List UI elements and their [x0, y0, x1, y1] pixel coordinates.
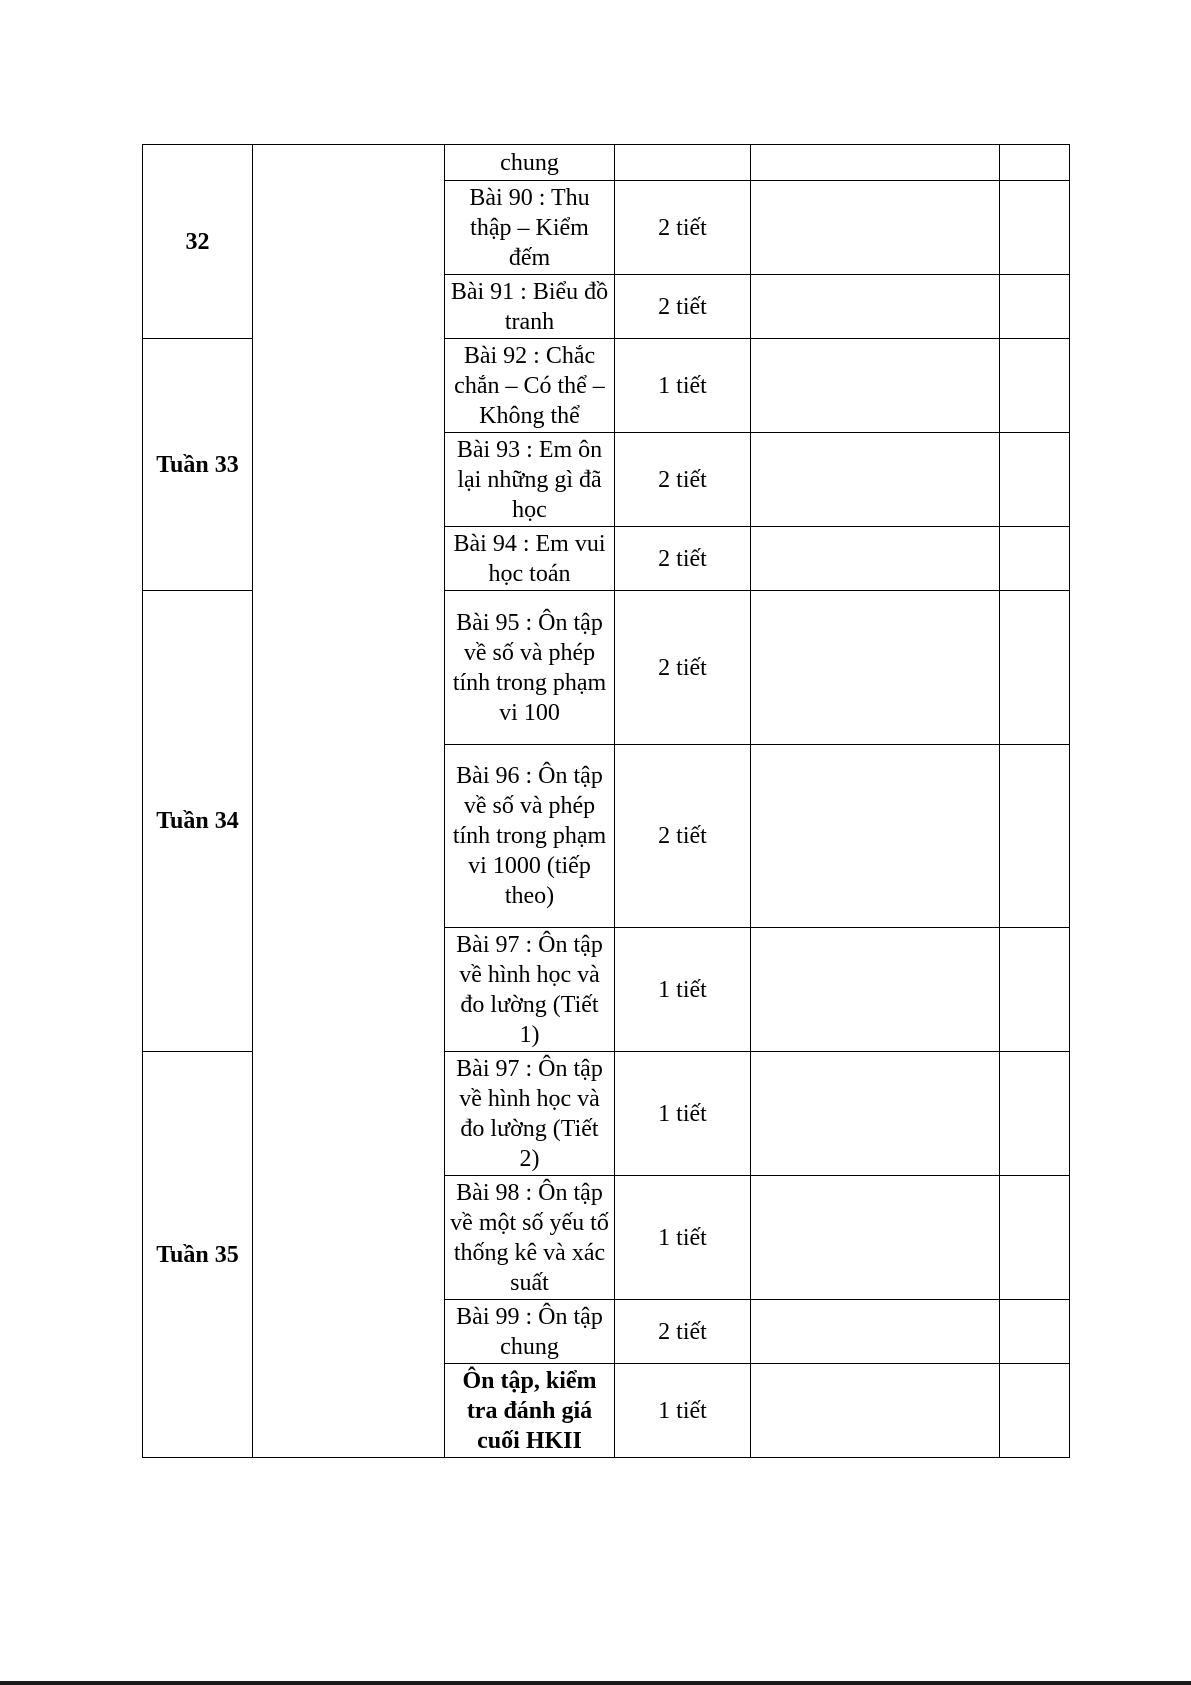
notes-cell [751, 339, 1000, 433]
notes-cell [751, 275, 1000, 339]
periods-cell [615, 145, 751, 181]
notes-cell [751, 591, 1000, 745]
topic-cell [253, 145, 445, 1458]
periods-cell: 2 tiết [615, 591, 751, 745]
lesson-cell: Bài 97 : Ôn tập về hình học và đo lường (Tiết 2) [445, 1052, 615, 1176]
periods-cell: 1 tiết [615, 928, 751, 1052]
notes-cell [751, 928, 1000, 1052]
lesson-cell: Bài 91 : Biểu đồ tranh [445, 275, 615, 339]
week-cell: Tuần 33 [143, 339, 253, 591]
table-row [143, 145, 1070, 181]
periods-cell: 2 tiết [615, 1300, 751, 1364]
periods-cell: 2 tiết [615, 745, 751, 928]
lesson-cell: Bài 98 : Ôn tập về một số yếu tố thống kê và xác suất [445, 1176, 615, 1300]
periods-cell: 2 tiết [615, 527, 751, 591]
periods-cell: 1 tiết [615, 339, 751, 433]
extra-cell [1000, 145, 1070, 181]
periods-cell: 1 tiết [615, 1364, 751, 1458]
lesson-cell: chung [445, 145, 615, 181]
periods-cell: 2 tiết [615, 275, 751, 339]
notes-cell [751, 527, 1000, 591]
extra-cell [1000, 928, 1070, 1052]
notes-cell [751, 1052, 1000, 1176]
periods-cell: 1 tiết [615, 1052, 751, 1176]
extra-cell [1000, 745, 1070, 928]
lesson-cell: Bài 93 : Em ôn lại những gì đã học [445, 433, 615, 527]
notes-cell [751, 433, 1000, 527]
notes-cell [751, 181, 1000, 275]
lesson-cell: Bài 97 : Ôn tập về hình học và đo lường (Tiết 1) [445, 928, 615, 1052]
notes-cell [751, 1364, 1000, 1458]
extra-cell [1000, 275, 1070, 339]
extra-cell [1000, 591, 1070, 745]
extra-cell [1000, 181, 1070, 275]
scan-edge-band [0, 1681, 1191, 1685]
lesson-cell: Bài 99 : Ôn tập chung [445, 1300, 615, 1364]
extra-cell [1000, 527, 1070, 591]
week-cell: 32 [143, 145, 253, 339]
week-cell: Tuần 34 [143, 591, 253, 1052]
periods-cell: 1 tiết [615, 1176, 751, 1300]
lesson-cell: Bài 96 : Ôn tập về số và phép tính trong phạm vi 1000 (tiếp theo) [445, 745, 615, 928]
lesson-cell: Bài 94 : Em vui học toán [445, 527, 615, 591]
periods-cell: 2 tiết [615, 433, 751, 527]
lesson-cell: Bài 92 : Chắc chắn – Có thể – Không thể [445, 339, 615, 433]
lesson-cell: Bài 90 : Thu thập – Kiểm đếm [445, 181, 615, 275]
periods-cell: 2 tiết [615, 181, 751, 275]
notes-cell [751, 745, 1000, 928]
extra-cell [1000, 433, 1070, 527]
notes-cell [751, 1176, 1000, 1300]
notes-cell [751, 145, 1000, 181]
lesson-cell: Ôn tập, kiểm tra đánh giá cuối HKII [445, 1364, 615, 1458]
extra-cell [1000, 1176, 1070, 1300]
notes-cell [751, 1300, 1000, 1364]
extra-cell [1000, 339, 1070, 433]
extra-cell [1000, 1364, 1070, 1458]
extra-cell [1000, 1052, 1070, 1176]
curriculum-table [142, 144, 1070, 1458]
extra-cell [1000, 1300, 1070, 1364]
lesson-cell: Bài 95 : Ôn tập về số và phép tính trong phạm vi 100 [445, 591, 615, 745]
week-cell: Tuần 35 [143, 1052, 253, 1458]
